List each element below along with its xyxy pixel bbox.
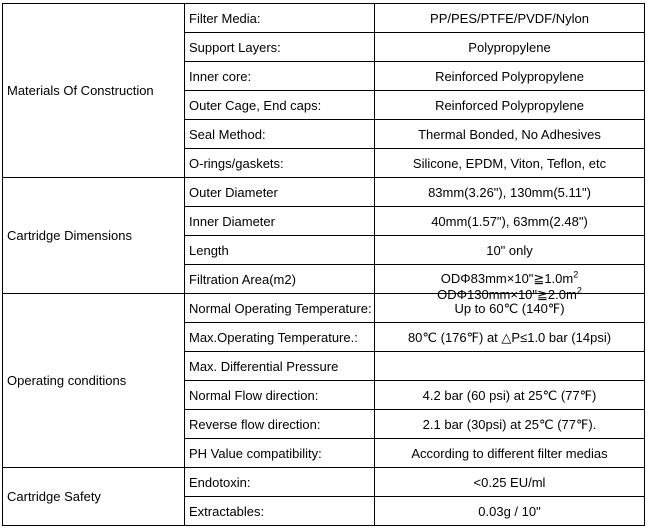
property-value: 0.03g / 10" xyxy=(375,497,645,526)
category-safety: Cartridge Safety xyxy=(3,468,185,526)
property-value: Silicone, EPDM, Viton, Teflon, etc xyxy=(375,149,645,178)
filtration-area-line2: $OD\Phi 130mm\times 10"≧2.0m^2$ xyxy=(437,285,582,303)
property-value: 80℃ (176℉) at △P≤1.0 bar (14psi) xyxy=(375,323,645,352)
filtration-area-clip xyxy=(379,266,640,303)
property-value: Up to 60℃ (140℉) xyxy=(375,294,645,323)
property-label: Filtration Area(m2) xyxy=(185,265,375,294)
filtration-area-value xyxy=(375,265,645,303)
property-label: Support Layers: xyxy=(185,33,375,62)
filtration-area-line1: $OD\Phi 83mm\times 10"≧1.0m^2$ xyxy=(440,269,579,286)
property-value: 83mm(3.26"), 130mm(5.11") xyxy=(375,178,645,207)
property-value: Thermal Bonded, No Adhesives xyxy=(375,120,645,149)
property-label: Extractables: xyxy=(185,497,375,526)
property-value: PP/PES/PTFE/PVDF/Nylon xyxy=(375,4,645,33)
property-value: Reinforced Polypropylene xyxy=(375,91,645,120)
property-value: 10" only xyxy=(375,236,645,265)
property-label: Seal Method: xyxy=(185,120,375,149)
property-label: Max. Differential Pressure xyxy=(185,352,375,381)
property-label: Max.Operating Temperature.: xyxy=(185,323,375,352)
property-value: Reinforced Polypropylene xyxy=(375,62,645,91)
property-value: Polypropylene xyxy=(375,33,645,62)
property-value: <0.25 EU/ml xyxy=(375,468,645,497)
table-row xyxy=(3,178,645,207)
table-row xyxy=(3,468,645,497)
property-value: 40mm(1.57"), 63mm(2.48") xyxy=(375,207,645,236)
category-operating: Operating conditions xyxy=(3,294,185,468)
property-label: Inner Diameter xyxy=(185,207,375,236)
property-label: Outer Cage, End caps: xyxy=(185,91,375,120)
property-label: Reverse flow direction: xyxy=(185,410,375,439)
property-value: According to different filter medias xyxy=(375,439,645,468)
property-label: Length xyxy=(185,236,375,265)
property-value: 2.1 bar (30psi) at 25℃ (77℉). xyxy=(375,410,645,439)
property-label: Filter Media: xyxy=(185,4,375,33)
property-label: Normal Flow direction: xyxy=(185,381,375,410)
property-value xyxy=(375,352,645,381)
property-value: 4.2 bar (60 psi) at 25℃ (77℉) xyxy=(375,381,645,410)
property-label: Inner core: xyxy=(185,62,375,91)
table-row xyxy=(3,4,645,33)
category-dimensions: Cartridge Dimensions xyxy=(3,178,185,294)
property-label: Outer Diameter xyxy=(185,178,375,207)
specification-table xyxy=(2,3,645,526)
property-label: O-rings/gaskets: xyxy=(185,149,375,178)
property-label: PH Value compatibility: xyxy=(185,439,375,468)
property-label: Normal Operating Temperature: xyxy=(185,294,375,323)
property-label: Endotoxin: xyxy=(185,468,375,497)
category-materials: Materials Of Construction xyxy=(3,4,185,178)
